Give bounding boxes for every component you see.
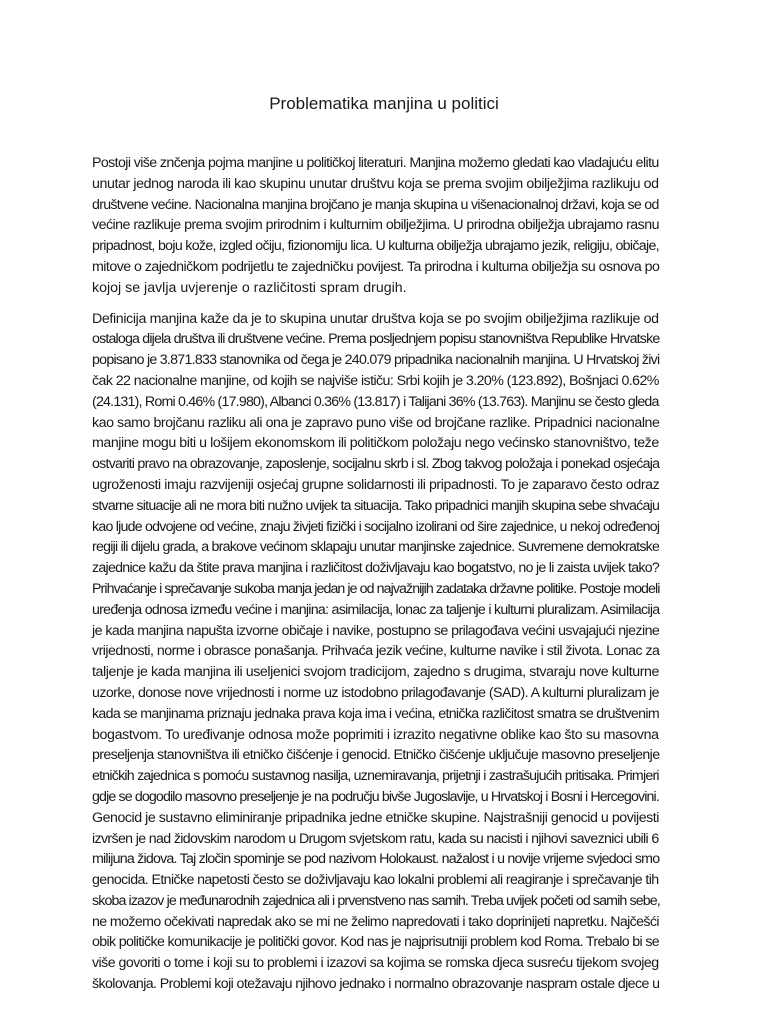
text-line: (24.131), Romi 0.46% (17.980), Albanci 0.36% (13.817) i Talijani 36% (13.763). Manjinu se često gleda [92, 393, 659, 410]
text-line: više govoriti o tome i koji su to problemi i izazovi sa kojima se romska djeca susreću tijekom svojeg [92, 955, 659, 972]
text-line: genocida. Etničke napetosti često se doživljavaju kao lokalni problemi ali reagiranje i sprečavanje tih [92, 872, 659, 889]
document-title: Problematika manjina u politici [269, 94, 499, 113]
text-line: ostaloga dijela društva ili društvene većine. Prema posljednjem popisu stanovništva Republike Hrvatske [92, 331, 660, 348]
text-line: unutar jednog naroda ili kao skupinu unutar društvu koja se prema svojim obilježjima razlikuju od [92, 175, 659, 192]
text-line: kao samo brojčanu razliku ali ona je zapravo puno više od brojčane razlike. Pripadnici nacionalne [92, 414, 660, 431]
text-line: taljenje je kada manjina ili useljenici svojom tradicijom, zajedno s drugima, stvaraju nove kulturne [92, 664, 659, 681]
text-line: uzorke, donose nove vrijednosti i norme uz istodobno prilagođavanje (SAD). A kulturni pluralizam je [92, 684, 660, 701]
text-line: milijuna židova. Taj zločin spominje se pod nazivom Holokaust. nažalost i u novije vrijeme svjedoci smo [92, 851, 660, 868]
text-line: izvršen je nad židovskim narodom u Drugom svjetskom ratu, kada su nacisti i njihovi saveznici ubili 6 [92, 830, 659, 847]
text-line: Genocid je sustavno eliminiranje pripadnika jedne etničke skupine. Najstrašniji genocid u povijesti [92, 809, 659, 826]
text-line: preseljenja stanovništva ili etničko čišćenje i genocid. Etničko čišćenje uključuje masovno preseljenje [92, 747, 660, 764]
text-line: obik političke komunikacije je politički govor. Kod nas je najprisutniji problem kod Roma. Trebalo bi se [92, 934, 660, 951]
text-line: ostvariti pravo na obrazovanje, zaposlenje, socijalnu skrb i sl. Zbog takvog položaja i ponekad osjećaja [92, 456, 660, 473]
text-line: zajednice kažu da štite prava manjina i različitost doživljavaju kao bogatstvo, no je li zaista uvijek tako? [92, 560, 660, 577]
paragraph-1 [92, 153, 659, 299]
text-line: etničkih zajednica s pomoću sustavnog nasilja, uznemiravanja, prijetnji i zastrašujućih pritisaka. Primjeri [92, 768, 659, 785]
text-line: regiji ili dijelu grada, a brakove većinom sklapaju unutar manjinske zajednice. Suvremene demokratske [92, 539, 660, 556]
text-line: društvene većine. Nacionalna manjina brojčano je manja skupina u višenacionalnoj državi, koja se od [92, 196, 659, 213]
text-line: ugroženosti imaju razvijeniji osjećaj grupne solidarnosti ili pripadnosti. To je zaparavo često odraz [92, 476, 660, 493]
text-line: manjine mogu biti u lošijem ekonomskom ili političkom položaju nego većinsko stanovništvo, teže [92, 435, 659, 452]
text-line: vrijednosti, norme i obrasce ponašanja. Prihvaća jezik većine, kulturne navike i stil života. Lonac za [92, 643, 660, 660]
text-line: Prihvaćanje i sprečavanje sukoba manja jedan je od najvažnijih zadataka državne politike. Postoje modeli [92, 580, 660, 597]
text-line: mitove o zajedničkom podrijetlu te zajedničku povijest. Ta prirodna i kulturna obilježja su osnova po [92, 258, 660, 275]
text-line: gdje se dogodilo masovno preseljenje je na području bivše Jugoslavije, u Hrvatskoj i Bosni i Hercegovini. [92, 788, 659, 805]
text-line: skoba izazov je međunarodnih zajednica ali i prvenstveno nas samih. Treba uvijek početi od samih sebe, [92, 892, 660, 909]
text-line: kojoj se javlja uvjerenje o različitosti spram drugih. [92, 279, 407, 296]
paragraph-2 [92, 309, 659, 995]
text-line: bogastvom. To uređivanje odnosa može poprimiti i izrazito negativne oblike kao što su masovna [92, 726, 659, 743]
text-line: ne možemo očekivati napredak ako se mi ne želimo napredovati i tako doprinijeti napretku. Najčešći [92, 913, 659, 930]
text-line: popisano je 3.871.833 stanovnika od čega je 240.079 pripadnika nacionalnih manjina. U Hrvatskoj živi [92, 352, 660, 369]
text-line: uređenja odnosa između većine i manjina: asimilacija, lonac za taljenje i kulturni pluralizam. Asimilacija [92, 601, 660, 618]
document-body [92, 153, 659, 1005]
text-line: pripadnost, boju kože, izgled očiju, fizionomiju lica. U kulturna obilježja ubrajamo jezik, religiju, običaje, [92, 238, 659, 255]
text-line: školovanja. Problemi koji otežavaju njihovo jednako i normalno obrazovanje naspram ostale djece u [92, 976, 660, 993]
text-line: kada se manjinama priznaju jednaka prava koja ima i većina, etnička različitost smatra se društvenim [92, 705, 659, 722]
text-line: Postoji više znčenja pojma manjine u političkoj literaturi. Manjina možemo gledati kao vladajuću elitu [92, 155, 659, 171]
text-line: stvarne situacije ali ne mora biti nužno uvijek ta situacija. Tako pripadnici manjih skupina sebe shvaćaju [92, 497, 660, 514]
text-line: čak 22 nacionalne manjine, od kojih se najviše ističu: Srbi kojih je 3.20% (123.892), Bošnjaci 0.62% [92, 372, 659, 389]
text-line: je kada manjina napušta izvorne običaje i navike, postupno se prilagođava većini usvajajući njezine [92, 622, 660, 639]
text-line: kao ljude odvojene od većine, znaju živjeti fizički i socijalno izolirani od šire zajednice, u nekoj određenoj [92, 518, 660, 535]
text-line: većine razlikuje prema svojim prirodnim i kulturnim obilježjima. U prirodna obilježja ubrajamo rasnu [92, 217, 659, 234]
text-line: Definicija manjina kaže da je to skupina unutar društva koja se po svojim obilježjima razlikuje od [92, 310, 659, 327]
